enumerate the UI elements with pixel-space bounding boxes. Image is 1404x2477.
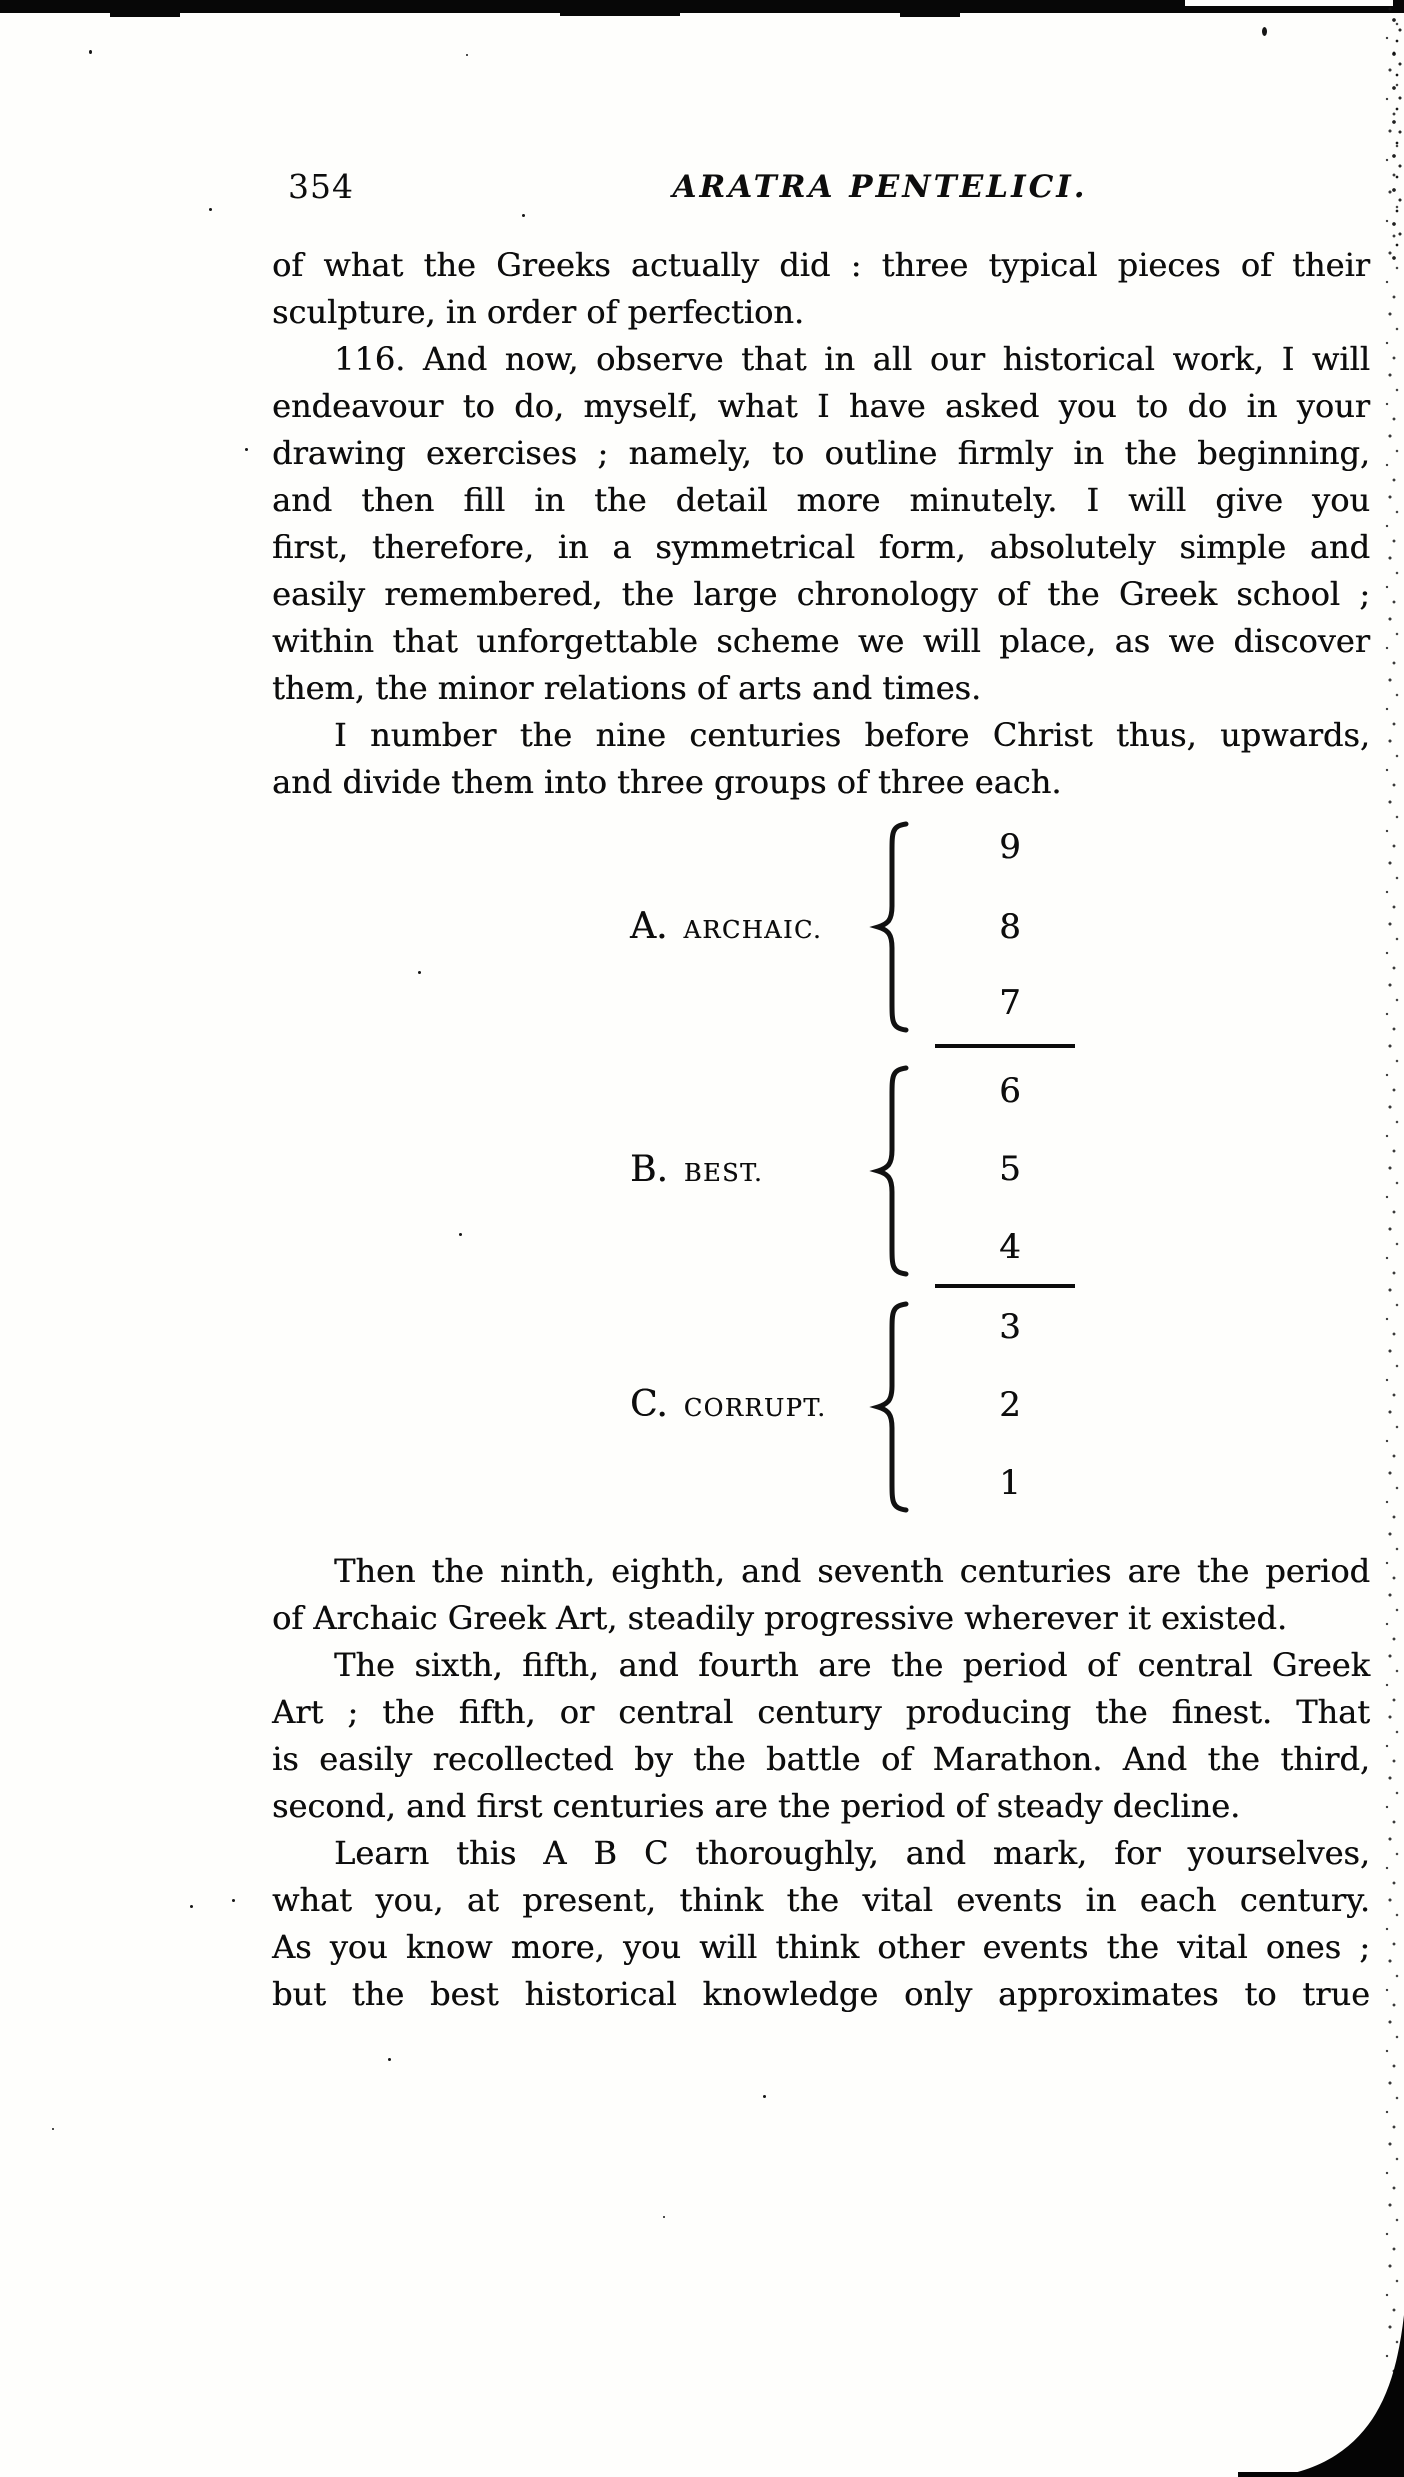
scan-top-band-ragged-edge	[900, 13, 960, 17]
text-line: of what the Greeks actually did : three typical pieces of their	[272, 246, 1370, 284]
ink-speck	[1262, 27, 1267, 36]
text-line: Then the ninth, eighth, and seventh centuries are the period	[334, 1552, 1370, 1590]
text-line: The sixth, fifth, and fourth are the period of central Greek	[334, 1646, 1370, 1684]
brace-archaic	[868, 818, 912, 1036]
text-line: first, therefore, in a symmetrical form, absolutely simple and	[272, 528, 1370, 566]
diagram-letter: A.	[630, 906, 668, 947]
scan-bottom-mark	[1238, 2472, 1310, 2477]
ink-speck	[763, 2095, 766, 2098]
text-line: endeavour to do, myself, what I have asked you to do in your	[272, 387, 1370, 425]
scan-right-edge-noise-dense	[1390, 14, 1404, 264]
ink-speck	[52, 2128, 54, 2130]
ink-speck	[388, 2058, 391, 2061]
ink-speck	[245, 448, 248, 451]
diagram-divider-rule	[935, 1284, 1075, 1288]
century-number: 2	[999, 1385, 1021, 1425]
scan-top-band-ragged-edge	[560, 13, 680, 16]
century-number: 5	[999, 1149, 1021, 1189]
scan-corner-blob	[1274, 2307, 1404, 2477]
brace-corrupt	[868, 1298, 912, 1516]
ink-speck	[89, 50, 92, 54]
text-line: sculpture, in order of perfection.	[272, 293, 805, 331]
text-line: drawing exercises ; namely, to outline firmly in the beginning,	[272, 434, 1370, 472]
ink-speck	[232, 1899, 235, 1902]
text-line: but the best historical knowledge only approximates to true	[272, 1975, 1370, 2013]
running-title: ARATRA PENTELICI.	[672, 169, 1088, 205]
ink-speck	[663, 2216, 665, 2218]
text-line: and then fill in the detail more minutely. I will give you	[272, 481, 1370, 519]
text-line: second, and first centuries are the period of steady decline.	[272, 1787, 1241, 1825]
text-line: As you know more, you will think other events the vital ones ;	[272, 1928, 1370, 1966]
diagram-word: CORRUPT.	[683, 1394, 827, 1422]
text-line: Learn this A B C thoroughly, and mark, for yourselves,	[334, 1834, 1370, 1872]
text-line: I number the nine centuries before Christ thus, upwards,	[334, 716, 1370, 754]
text-line: 116. And now, observe that in all our historical work, I will	[334, 340, 1370, 378]
ink-speck	[190, 1905, 193, 1908]
text-line: Art ; the fifth, or central century producing the finest. That	[272, 1693, 1370, 1731]
century-number: 4	[999, 1227, 1021, 1267]
text-line: within that unforgettable scheme we will place, as we discover	[272, 622, 1370, 660]
text-block-lower	[272, 1548, 1370, 2018]
text-line: of Archaic Greek Art, steadily progressive wherever it existed.	[272, 1599, 1288, 1637]
text-line: and divide them into three groups of three each.	[272, 763, 1062, 801]
century-number: 7	[999, 983, 1021, 1023]
diagram-divider-rule	[935, 1044, 1075, 1048]
text-block-upper	[272, 242, 1370, 806]
text-line: easily remembered, the large chronology of the Greek school ;	[272, 575, 1370, 613]
scan-top-band-ragged-edge	[110, 13, 180, 17]
page-number: 354	[288, 167, 354, 206]
ink-speck	[209, 208, 212, 211]
diagram-letter: C.	[630, 1384, 668, 1425]
century-number: 1	[999, 1463, 1021, 1503]
text-line: them, the minor relations of arts and times.	[272, 669, 982, 707]
text-line: is easily recollected by the battle of Marathon. And the third,	[272, 1740, 1370, 1778]
diagram-word: ARCHAIC.	[683, 916, 823, 944]
century-number: 8	[999, 907, 1021, 947]
brace-best	[868, 1062, 912, 1280]
ink-speck	[459, 1233, 462, 1236]
diagram-word: BEST.	[683, 1159, 764, 1187]
scan-right-edge-noise	[1384, 0, 1404, 2477]
diagram-letter: B.	[630, 1149, 668, 1190]
century-number: 6	[999, 1071, 1021, 1111]
ink-speck	[522, 214, 525, 217]
text-line: what you, at present, think the vital events in each century.	[272, 1881, 1370, 1919]
century-number: 3	[999, 1307, 1021, 1347]
ink-speck	[418, 971, 421, 974]
century-number: 9	[999, 827, 1021, 867]
scan-top-band-notch	[1185, 0, 1393, 6]
ink-speck	[466, 54, 468, 56]
